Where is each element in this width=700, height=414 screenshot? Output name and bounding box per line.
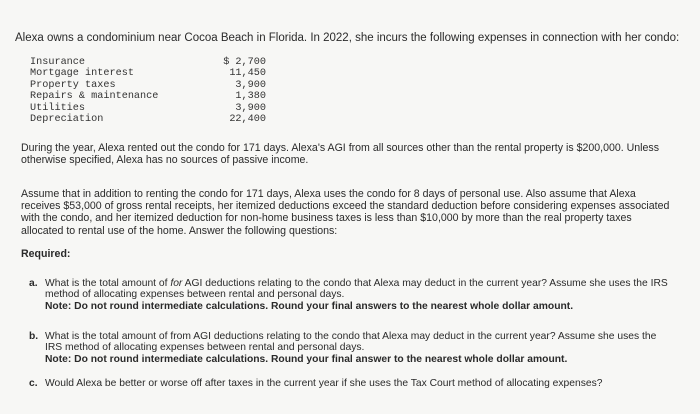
expense-row [30,80,266,91]
question-note: Note: Do not round intermediate calculations. Round your final answer to the nearest whole dollar amount. [45,353,568,365]
question-letter: a. [29,278,38,289]
expense-amount: 1,380 [235,91,266,103]
expense-row [30,57,266,68]
question-b [29,331,669,365]
assumptions-paragraph: Assume that in addition to renting the condo for 171 days, Alexa uses the condo for 8 days of personal use. Also assume that Alexa receives $53,000 of gross rental receipts, her itemized deductions exceed the standard deduction before considering expenses associated with the condo, and her itemized deduction for non-home business taxes is less than $10,000 by more than the real property taxes allocated to rental use of the home. Answer the following questions: [21,188,670,237]
question-note: Note: Do not round intermediate calculations. Round your final answers to the nearest whole dollar amount. [45,300,574,312]
expense-label: Utilities [30,102,86,114]
question-c [29,378,669,389]
question-text-start: What is the total amount of [45,278,171,289]
expense-label: Repairs & maintenance [30,91,159,103]
expense-label: Insurance [30,57,86,68]
question-letter: c. [29,378,38,389]
question-text-italic: for [170,278,183,289]
required-heading: Required: [21,248,71,260]
expense-amount: 3,900 [235,79,266,91]
question-letter: b. [29,331,39,342]
question-text: What is the total amount of from AGI deductions relating to the condo that Alexa may deduct in the current year? Assume she uses the IRS method of allocating expenses between rental and personal days. [45,331,657,354]
expense-label: Depreciation [30,114,104,126]
expense-row [30,91,266,102]
expense-label: Property taxes [30,79,116,91]
question-text-end: AGI deductions relating to the condo that Alexa may deduct in the current year? Assume she uses the IRS method of allocating expenses between rental and personal days. [45,278,668,301]
intro-text: Alexa owns a condominium near Cocoa Beach in Florida. In 2022, she incurs the following expenses in connection with her condo: [15,32,680,44]
expense-amount: 11,450 [229,68,266,80]
expense-amount: 22,400 [229,114,266,126]
question-a [29,278,669,312]
expense-amount: 3,900 [235,102,266,114]
expense-label: Mortgage interest [30,68,134,80]
expense-row [30,103,266,114]
question-text: Would Alexa be better or worse off after taxes in the current year if she uses the Tax Court method of allocating expenses? [45,378,603,389]
rental-facts-paragraph: During the year, Alexa rented out the condo for 171 days. Alexa's AGI from all sources other than the rental property is $200,000. Unless otherwise specified, Alexa has no sources of passive income. [21,142,660,167]
expense-row [30,68,266,79]
expense-row [30,114,266,125]
expense-table [30,57,266,125]
expense-amount: $ 2,700 [223,57,266,68]
